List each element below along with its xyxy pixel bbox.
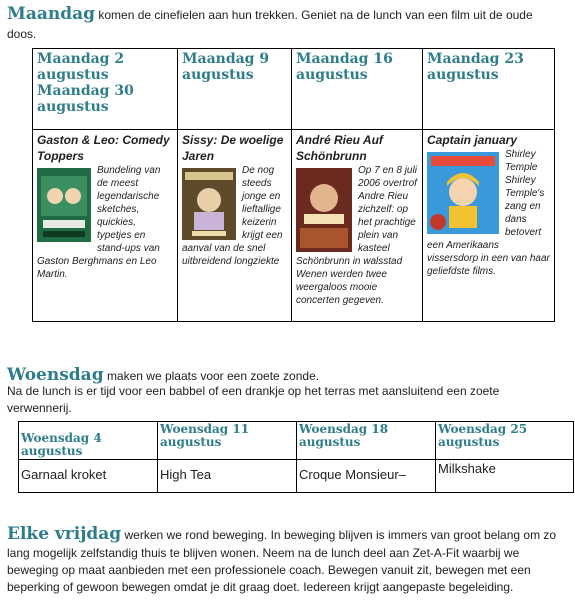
film-date-cell — [292, 49, 423, 130]
dvd-cover-captain-january — [427, 152, 499, 234]
monday-intro — [7, 4, 533, 24]
film-description-2: De nog steeds jonge en lieftallige keizerin krijgt een aanval van de snel uitbreidend longziekte — [182, 165, 283, 267]
film-title-4: Captain january — [427, 133, 518, 147]
film-description-4: Shirley Temple Shirley Temple's zang en dans betovert een Amerikaans vissersdorp in een van haar geliefdste films. — [427, 149, 550, 277]
film-date-3: Maandag 16 augustus — [296, 51, 393, 83]
wednesday-intro-line-2: Na de lunch is er tijd voor een babbel of een drankje op het terras met aansluitend een zoete — [7, 384, 500, 398]
dessert-treat-1: Garnaal kroket — [21, 467, 107, 482]
monday-heading: Maandag — [7, 4, 95, 24]
dessert-date-4: Woensdag 25 augustus — [438, 422, 528, 449]
dessert-treat-4: Milkshake — [438, 461, 496, 476]
film-cell-captain-january — [423, 130, 555, 322]
film-date-cell — [423, 49, 555, 130]
film-date-cell — [178, 49, 292, 130]
friday-heading: Elke vrijdag — [7, 524, 122, 544]
dessert-schedule-table — [18, 421, 574, 493]
monday-intro-text-1: komen de cinefielen aan hun trekken. Geniet na de lunch van een film uit de oude — [98, 8, 533, 22]
film-date-2: Maandag 9 augustus — [182, 51, 270, 83]
film-schedule-table — [32, 48, 555, 322]
dvd-cover-andre-rieu — [296, 168, 352, 252]
dvd-cover-gaston-leo — [37, 168, 91, 242]
film-description-3: Op 7 en 8 juli 2006 overtrof Andre Rieu zichzelf: op het prachtige plein van kasteel Schönbrunn in walsstad Wenen werden twee weergaloos mooie concerten gegeven. — [296, 165, 417, 306]
dessert-date-cell — [297, 422, 436, 460]
film-title-2: Sissy: De woelige Jaren — [182, 133, 284, 163]
film-date-1: Maandag 2 augustus — [37, 51, 125, 83]
dessert-treat-cell — [158, 460, 297, 493]
dessert-date-cell — [158, 422, 297, 460]
film-cell-andre-rieu — [292, 130, 423, 322]
dessert-date-1: Woensdag 4 augustus — [21, 431, 102, 458]
friday-text-4: beperking of gewoon bewegen omdat je dit graag doet. Iedereen krijgt aangepaste begeleiding. — [7, 580, 514, 594]
dessert-treat-3: Croque Monsieur– — [299, 467, 406, 482]
film-date-1b: Maandag 30 augustus — [37, 83, 134, 115]
dessert-treat-cell — [297, 460, 436, 493]
film-details-row — [33, 130, 555, 322]
friday-text-1: werken we rond beweging. In beweging blijven is immers van groot belang om zo — [124, 528, 557, 542]
monday-intro-line-2: doos. — [7, 27, 37, 41]
wednesday-intro — [7, 365, 320, 385]
dessert-date-3: Woensdag 18 augustus — [299, 422, 389, 449]
film-description-1: Bundeling van de meest legendarische sketches, quickies, typetjes en stand-ups van Gaston Berghmans en Leo Martin. — [37, 165, 161, 280]
film-title-1: Gaston & Leo: Comedy Toppers — [37, 133, 170, 163]
wednesday-heading: Woensdag — [7, 365, 104, 385]
friday-text-3: beweging op maat aanbieden met een professionele coach. Bewegen vanuit zit, bewegen met een — [7, 563, 531, 577]
wednesday-intro-line-3: verwennerij. — [7, 401, 72, 415]
film-date-cell — [33, 49, 178, 130]
dessert-date-cell — [19, 422, 158, 460]
film-cell-sissy — [178, 130, 292, 322]
dessert-treat-cell — [436, 460, 574, 493]
film-title-3: André Rieu Auf Schönbrunn — [296, 133, 383, 163]
friday-text-2: lang mogelijk zelfstandig thuis te blijven wonen. Neem na de lunch deel aan Zet-A-Fit waarbij we — [7, 546, 520, 560]
dessert-treat-cell — [19, 460, 158, 493]
dessert-dates-row — [19, 422, 574, 460]
dessert-date-2: Woensdag 11 augustus — [160, 422, 250, 449]
wednesday-intro-text-1: maken we plaats voor een zoete zonde. — [106, 369, 320, 383]
film-cell-gaston-leo — [33, 130, 178, 322]
dessert-treats-row — [19, 460, 574, 493]
dessert-date-cell — [436, 422, 574, 460]
film-date-4: Maandag 23 augustus — [427, 51, 524, 83]
friday-intro — [7, 524, 557, 544]
dvd-cover-sissy — [182, 168, 236, 240]
film-dates-row — [33, 49, 555, 130]
dessert-treat-2: High Tea — [160, 467, 212, 482]
